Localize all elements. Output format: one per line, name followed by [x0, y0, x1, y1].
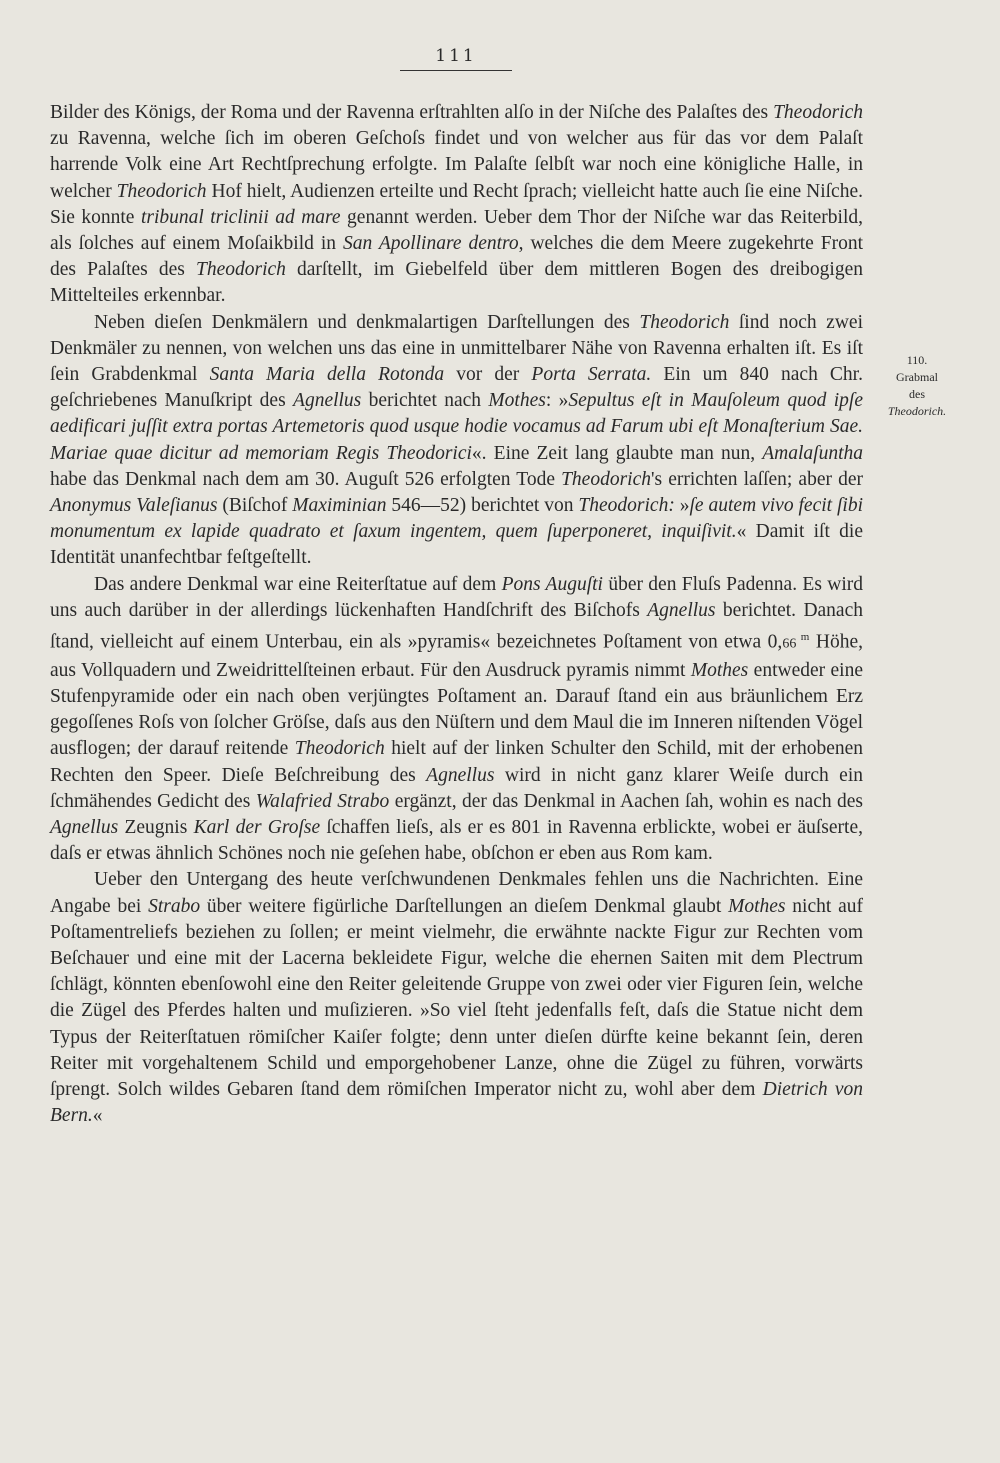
italic-name: Mothes [728, 895, 786, 917]
text-run: hielt auf der linken Schulter den Schild, mit der erhobenen Rechten den Speer. Dieſe Beſchreibung des [50, 738, 864, 786]
italic-name: Theodorich [116, 180, 207, 202]
text-run: darſtellt, im Giebelfeld über dem mittleren Bogen des dreibogigen Mittelteiles erkennbar. [50, 259, 863, 307]
marginal-note [872, 352, 962, 420]
body-text [50, 100, 863, 1129]
italic-name: Pons Auguſti [501, 573, 603, 595]
marginal-number: 110. [906, 353, 928, 367]
text-run: Zeugnis [118, 816, 194, 838]
unit-superscript: m [796, 631, 810, 644]
text-run: : » [545, 390, 569, 412]
text-run: genannt werden. Ueber dem Thor der Niſche war das Reiterbild, als ſolches auf einem Moſaikbild in [50, 206, 863, 255]
text-run: « Damit iſt die Identität unanfechtbar feſtgeſtellt. [50, 521, 863, 569]
page-number: 111 [400, 46, 512, 71]
text-run: Bilder des Königs, der Roma und der Ravenna erſtrahlten alſo in der Niſche des Palaſtes des [50, 102, 774, 123]
text-run: 's errichten laſſen; aber der [651, 468, 863, 490]
text-run: ſind noch zwei Denkmäler zu nennen, von welchen uns das eine in unmittelbarer Nähe von Ravenna erhalten iſt. Es iſt ſein Grabdenkmal [50, 311, 863, 386]
italic-name: Theodorich [639, 311, 730, 333]
paragraph [50, 310, 863, 572]
text-run: ſchaffen lieſs, als er es 801 in Ravenna erblickte, wobei er äuſserte, daſs er etwas ähnlich Schönes noch nie geſehen habe, obſchon er eben aus Rom kam. [50, 816, 863, 865]
italic-name: Anonymus Valeſianus [50, 495, 218, 517]
text-run: «. Eine Zeit lang glaubte man nun, [471, 442, 763, 464]
italic-name: Maximinian [292, 495, 387, 517]
italic-name: Theodorich [561, 468, 651, 490]
italic-name: Theodorich: [578, 495, 675, 517]
text-run: Neben dieſen Denkmälern und denkmalartigen Darſtellungen des [94, 311, 640, 333]
text-run: zu Ravenna, welche ſich im oberen Geſchoſs findet und von welcher aus für das vor dem Palaſt harrende Volk eine Art Rechtſprechung erfolgte. Im Palaſte ſelbſt war noch eine königliche Halle, in welcher [50, 128, 863, 202]
text-run: vor der [444, 364, 532, 386]
marginal-line-italic: Theodorich. [887, 404, 947, 418]
text-run: über weitere figürliche Darſtellungen an dieſem Denkmal glaubt [200, 895, 729, 917]
text-run: (Biſchof [217, 495, 293, 517]
text-run: « [92, 1105, 103, 1127]
text-run: Ein um 840 nach Chr. geſchriebenes Manuſkript des [50, 364, 863, 412]
italic-name: Agnellus [50, 816, 119, 838]
marginal-line: Grabmal [896, 370, 938, 384]
paragraph [50, 100, 863, 310]
italic-name: Agnellus [293, 390, 362, 412]
text-run: Höhe, aus Vollquadern und Zweidrittelſteinen erbaut. Für den Ausdruck pyramis nimmt [50, 631, 863, 681]
text-run: entweder eine Stufenpyramide oder ein nach oben verjüngtes Poſtament an. Darauf ſtand ein aus bräunlichem Erz gegoſſenes Roſs von ſolcher Gröſse, daſs aus den Nüſtern und dem Maul die im Inneren niſtenden Vögel ausflogen; der darauf reitende [50, 659, 863, 760]
italic-name: Dietrich von Bern. [50, 1079, 863, 1127]
marginal-line: des [909, 387, 925, 401]
text-run: » [674, 495, 690, 517]
italic-name: Theodorich [294, 738, 385, 760]
italic-name: San Apollinare dentro [342, 233, 519, 255]
text-run: 546—52) berichtet von [386, 495, 579, 517]
text-run: über den Fluſs Padenna. Es wird uns auch darüber in der allerdings lückenhaften Handſchrift des Biſchofs [50, 573, 863, 621]
text-run: berichtet nach [361, 390, 489, 412]
italic-name: Theodorich [773, 102, 863, 123]
paragraph [50, 572, 863, 868]
italic-name: Agnellus [647, 599, 716, 621]
italic-name: Walafried Strabo [255, 790, 390, 812]
italic-name: tribunal triclinii ad mare [140, 206, 341, 228]
text-run: Das andere Denkmal war eine Reiterſtatue auf dem [94, 573, 502, 595]
measure-decimals: 66 [782, 636, 797, 652]
italic-name: Agnellus [426, 764, 495, 786]
text-run: habe das Denkmal nach dem am 30. Auguſt 526 erfolgten Tode [50, 468, 562, 490]
text-run: , welches die dem Meere zugekehrte Front des Palaſtes des [50, 233, 863, 281]
italic-name: Mothes [488, 390, 546, 412]
text-run: Hof hielt, Audienzen erteilte und Recht ſprach; vielleicht hatte auch ſie eine Niſche. Sie konnte [50, 180, 863, 228]
italic-name: Karl der Groſse [193, 816, 321, 838]
text-run: Ueber den Untergang des heute verſchwundenen Denkmales fehlen uns die Nachrichten. Eine Angabe bei [50, 869, 863, 917]
latin-quote: ſe autem vivo fecit ſibi monumentum ex lapide quadrato et ſaxum ingentem, quem ſuperponeret, inquiſivit. [50, 495, 864, 543]
text-run: nicht auf Poſtamentreliefs beziehen zu ſollen; er meint vielmehr, die erwähnte nackte Figur zur Rechten vom Beſchauer und eine mit der Lacerna bekleidete Figur, welche die ehernen Saiten mit dem Plectrum ſchlägt, könnten ebenſowohl eine den Reiter geleitende Gruppe von zwei oder vier Figuren ſein, welche die Zügel des Pferdes halten und muſizieren. »So viel ſteht jedenfalls feſt, daſs die Statue nicht dem Typus der Reiterſtatuen römiſcher Kaiſer folgte; denn unter dieſen dürfte keine bekannt ſein, deren Reiter mit vorgehaltenem Schild und emporgehobener Lanze, ohne die Zügel zu führen, vorwärts ſprengt. Solch wildes Gebaren ſtand dem römiſchen Imperator nicht zu, wohl aber dem [50, 895, 863, 1101]
latin-quote: Sepultus eſt in Mauſoleum quod ipſe aedificari juſſit extra portas Artemetoris quod usque hodie vocamus ad Farum ubi eſt Monaſterium Sae. Mariae quae dicitur ad memoriam Regis Theodorici [50, 390, 863, 464]
italic-name: Mothes [690, 659, 749, 681]
paragraph [50, 867, 863, 1129]
text-run: ergänzt, der das Denkmal in Aachen ſah, wohin es nach des [389, 790, 863, 812]
text-run: berichtet. Danach ſtand, vielleicht auf einem Unterbau, ein als »pyramis« bezeichnetes Poſtament von etwa 0, [50, 599, 863, 653]
italic-name: Strabo [148, 895, 201, 917]
italic-name: Porta Serrata. [531, 364, 652, 386]
text-run: wird in nicht ganz klarer Weiſe durch ein ſchmähendes Gedicht des [50, 764, 863, 812]
italic-name: Santa Maria della Rotonda [209, 364, 445, 386]
italic-name: Amalaſuntha [762, 442, 863, 464]
italic-name: Theodorich [195, 259, 286, 281]
